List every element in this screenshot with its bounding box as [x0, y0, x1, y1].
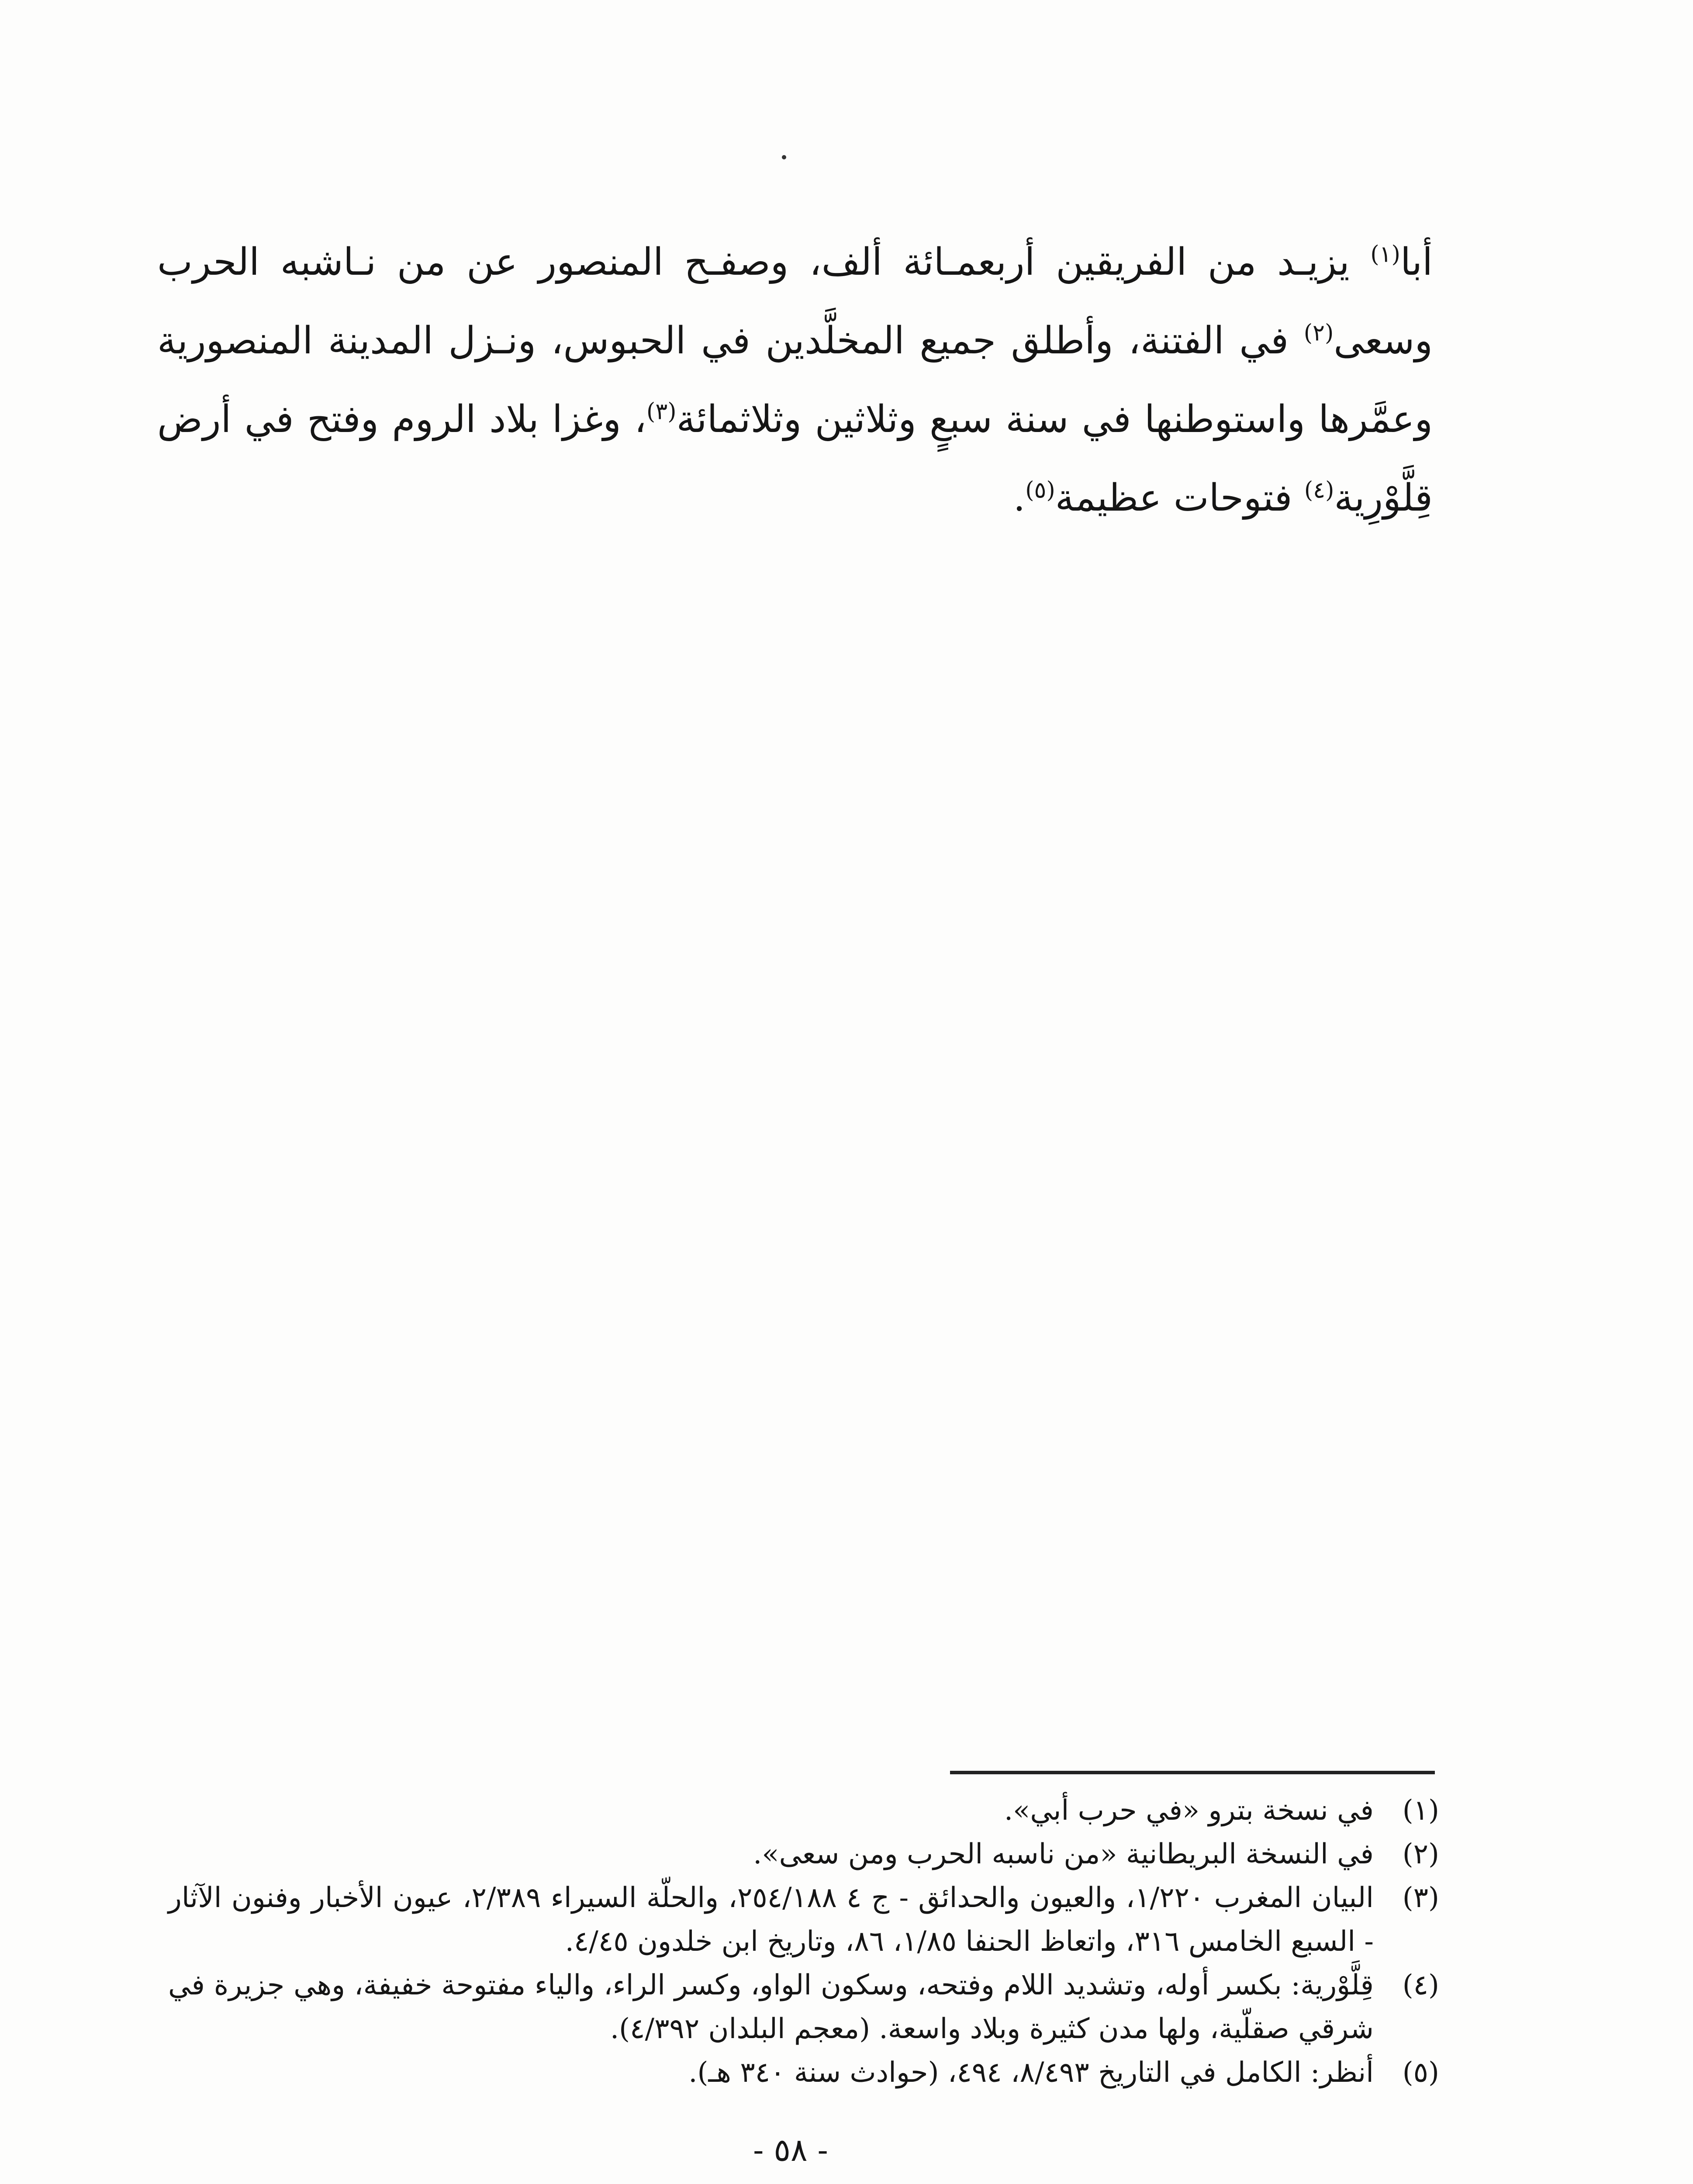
- scan-speck: [782, 155, 786, 159]
- footnote-item: [168, 1832, 1439, 1876]
- body-run: يزيـد من الفريقين أربعمـائة ألف، وصفـح المنصور عن من نـاشبه الحرب وسعى: [157, 240, 1433, 363]
- footnote-item: [168, 2051, 1439, 2094]
- footnotes: [168, 1789, 1439, 2094]
- footnote-text: البيان المغرب ١/٢٢٠، والعيون والحدائق - ج ٤ ٢٥٤/١٨٨، والحلّة السيراء ٢/٣٨٩، عيون الأخبار وفنون الآثار - السبع الخامس ٣١٦، واتعاظ الحنفا ١/٨٥، ٨٦، وتاريخ ابن خلدون ٤/٤٥.: [168, 1882, 1374, 1958]
- footnote-item: [168, 1963, 1439, 2051]
- footnote-ref-2: (٢): [1303, 320, 1334, 346]
- footnote-text: قِلَّوْرية: بكسر أوله، وتشديد اللام وفتحه، وسكون الواو، وكسر الراء، والياء مفتوحة خفيفة، وهي جزيرة في شرقي صقلّية، ولها مدن كثيرة وبلاد واسعة. (معجم البلدان ٤/٣٩٢).: [168, 1969, 1374, 2045]
- body-run: ، وغزا بلاد الروم وفتح في أرض قِلَّوْرِية: [157, 397, 1433, 520]
- footnote-number: (٣): [1402, 1882, 1439, 1914]
- footnote-item: [168, 1789, 1439, 1832]
- footnote-ref-4: (٤): [1304, 477, 1334, 504]
- footnote-text: في نسخة بترو «في حرب أبي».: [1004, 1794, 1374, 1827]
- footnote-item: [168, 1876, 1439, 1963]
- body-paragraph: [157, 223, 1433, 537]
- footnote-number: (٥): [1402, 2056, 1439, 2089]
- footnote-number: (٢): [1402, 1838, 1439, 1870]
- body-run: في الفتنة، وأطلق جميع المخلَّدين في الحبوس، ونـزل المدينة المنصورية وعمَّرها واستوطنها في سنة سبعٍ وثلاثين وثلاثمائة: [157, 319, 1433, 441]
- body-run: .: [1013, 476, 1026, 520]
- footnote-number: (١): [1402, 1794, 1439, 1827]
- body-run: أبا: [1400, 240, 1433, 284]
- page-number: - ٥٨ -: [753, 2132, 828, 2168]
- footnote-text: في النسخة البريطانية «من ناسبه الحرب ومن سعى».: [753, 1838, 1374, 1870]
- footnote-ref-1: (١): [1370, 241, 1400, 268]
- footnote-number: (٤): [1402, 1969, 1439, 2001]
- main-body-text: [157, 223, 1433, 537]
- footnote-ref-5: (٥): [1025, 477, 1055, 504]
- footnote-ref-3: (٣): [646, 398, 677, 425]
- body-run: فتوحات عظيمة: [1055, 476, 1304, 520]
- footnote-text: أنظر: الكامل في التاريخ ٨/٤٩٣، ٤٩٤، (حوادث سنة ٣٤٠ هـ).: [688, 2056, 1374, 2089]
- footnote-separator: [950, 1771, 1435, 1774]
